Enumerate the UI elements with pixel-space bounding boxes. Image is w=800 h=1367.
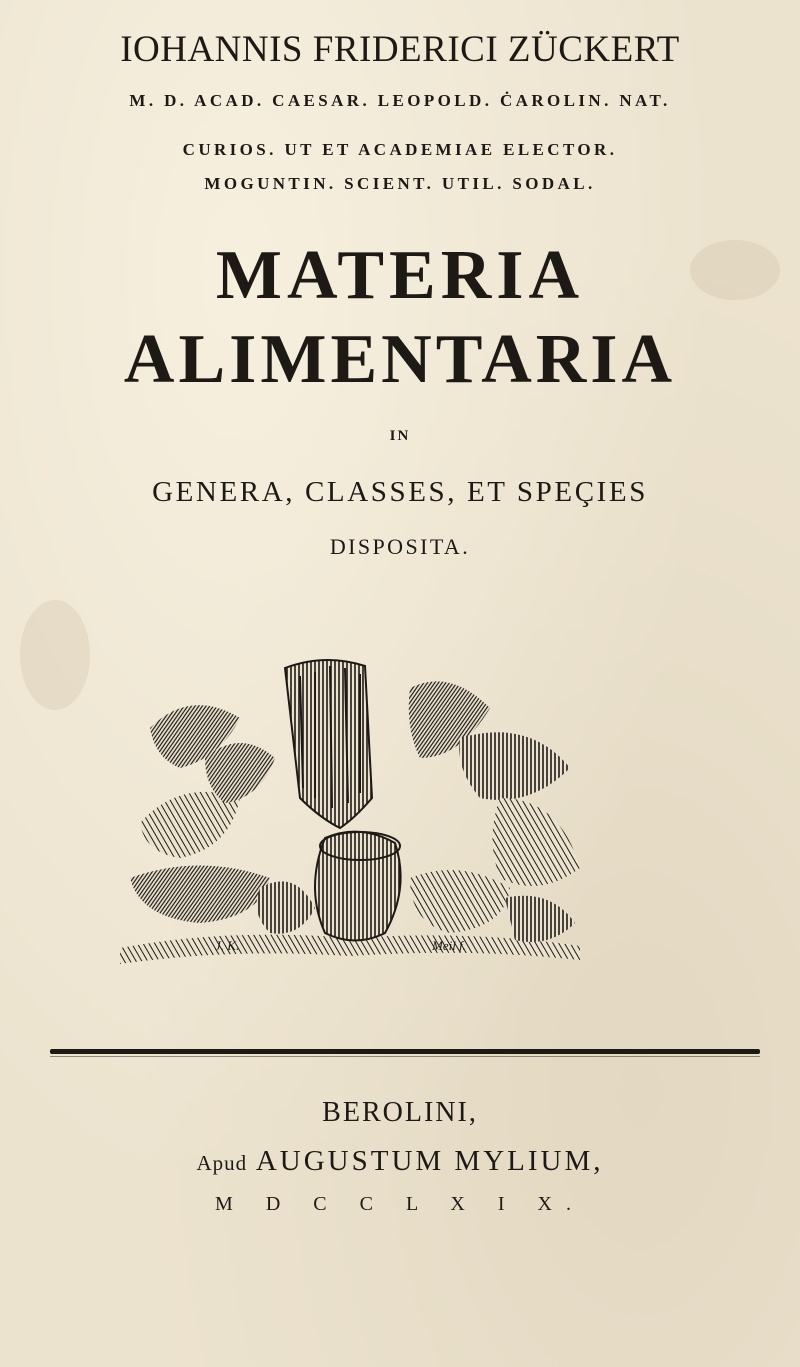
imprint-apud: Apud <box>196 1151 248 1175</box>
author-name: IOHANNIS FRIDERICI ZÜCKERT <box>120 29 680 70</box>
basket <box>315 832 401 941</box>
book-title-line-1: MATERIA <box>215 237 585 314</box>
artichoke-right <box>459 732 570 800</box>
divider-rule <box>50 1049 760 1054</box>
author-credentials-line-3: MOGUNTIN. SCIENT. UTIL. SODAL. <box>204 174 596 193</box>
wheat-sheaf <box>285 660 372 828</box>
engraver-signature-left: J. K. <box>215 938 240 953</box>
imprint-publisher-line <box>0 1145 800 1178</box>
engraver-signature-right: Meil f. <box>432 938 466 953</box>
book-subtitle: GENERA, CLASSES, ET SPEÇIES <box>152 476 648 508</box>
divider-rule-thin <box>50 1056 760 1057</box>
paper-stain <box>20 600 90 710</box>
author-credentials-line-1: M. D. ACAD. CAESAR. LEOPOLD. ĊAROLIN. NAT. <box>129 91 671 110</box>
author-credentials-line-2: CURIOS. UT ET ACADEMIAE ELECTOR. <box>182 140 618 159</box>
imprint-publisher: AUGUSTUM MYLIUM, <box>255 1145 604 1177</box>
engraved-vignette <box>110 648 600 1033</box>
imprint-year: M D C C L X I X. <box>215 1193 585 1215</box>
book-title-line-2: ALIMENTARIA <box>123 321 677 398</box>
produce-left <box>130 866 270 924</box>
title-connector: IN <box>389 428 411 444</box>
produce-right <box>410 870 510 933</box>
book-subtitle-2: DISPOSITA. <box>329 534 471 559</box>
imprint-place: BEROLINI, <box>322 1097 478 1128</box>
